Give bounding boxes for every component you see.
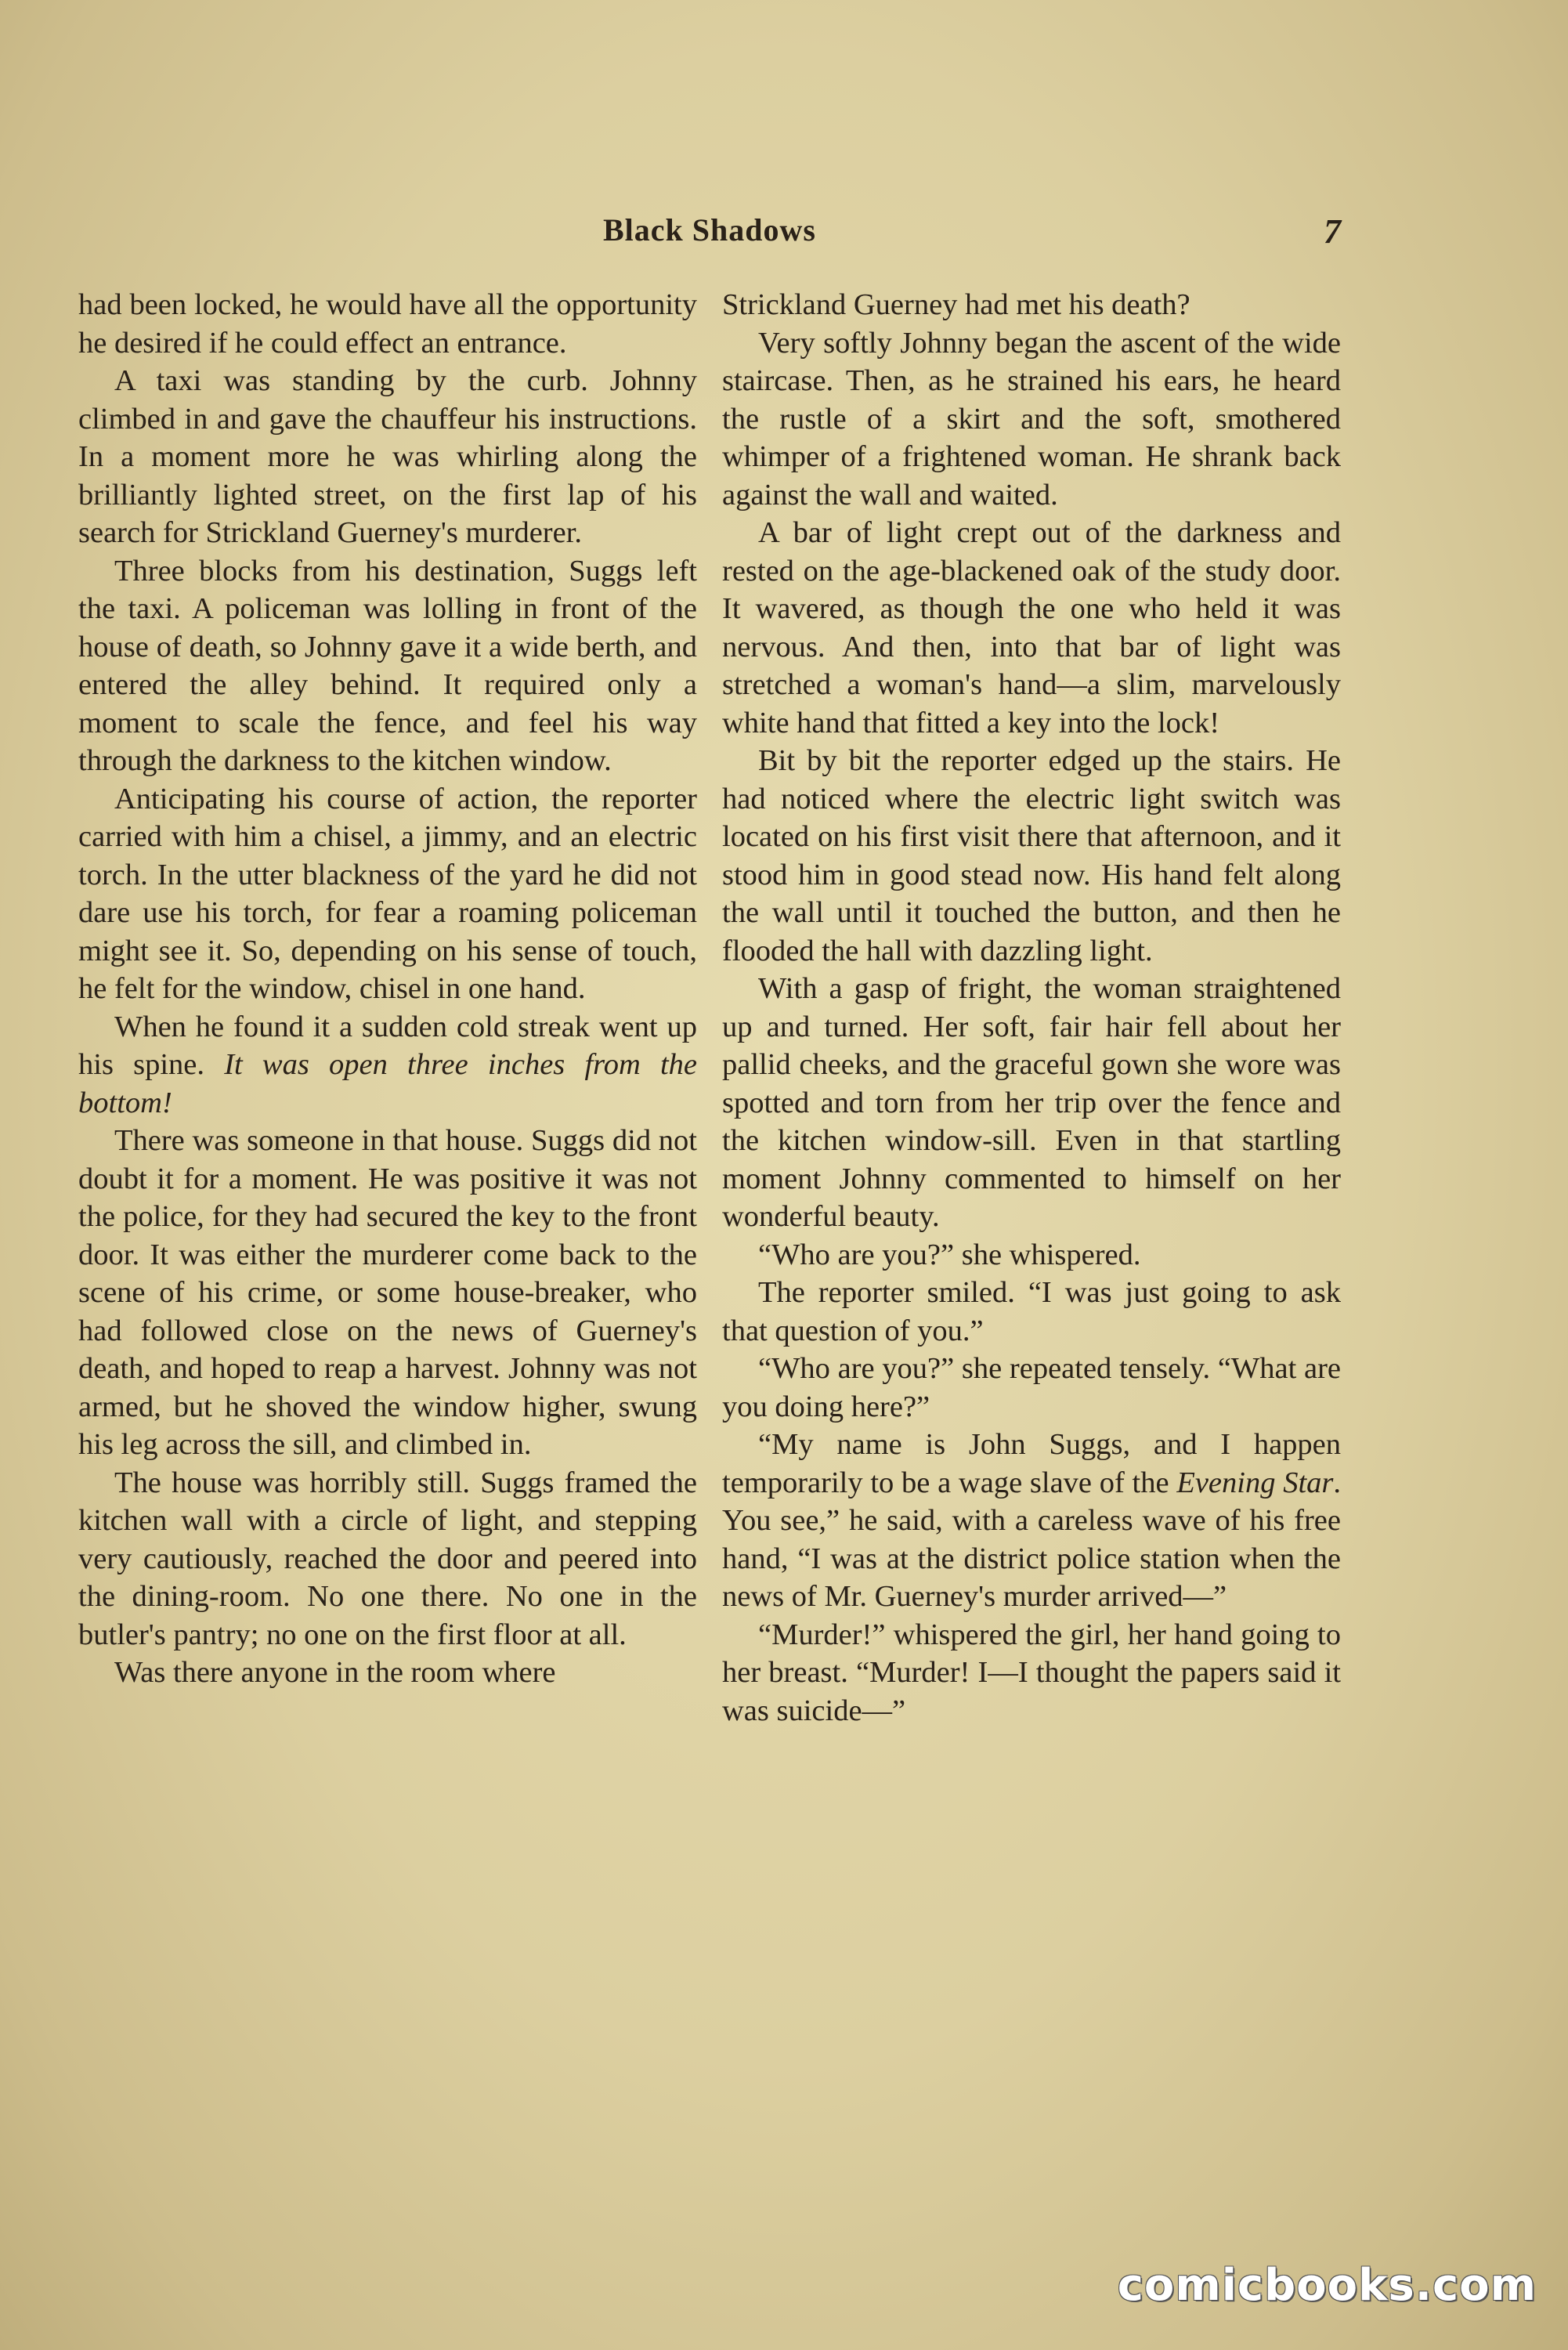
paragraph xyxy=(722,286,1341,324)
paragraph-text: “Murder!” whispered the girl, her hand going to her breast. “Murder! I—I thought the papers said it was suicide—” xyxy=(722,1618,1341,1727)
paragraph xyxy=(722,1616,1341,1730)
paragraph-text: Bit by bit the reporter edged up the stairs. He had noticed where the electric light switch was located on his first visit there that afternoon, and it stood him in good stead now. His hand felt along the wall until it touched the button, and then he flooded the hall with dazzling light. xyxy=(722,744,1341,967)
paragraph xyxy=(78,552,697,780)
paragraph-text: Was there anyone in the room where xyxy=(114,1656,556,1689)
running-title: Black Shadows xyxy=(603,212,816,248)
site-watermark: comicbooks.com xyxy=(1117,2260,1537,2311)
paragraph xyxy=(722,1236,1341,1274)
paragraph-text: “My name is John Suggs, and I happen temporarily to be a wage slave of the xyxy=(722,1428,1341,1499)
paragraph-text: With a gasp of fright, the woman straightened up and turned. Her soft, fair hair fell about her pallid cheeks, and the graceful gown she wore was spotted and torn from her trip over the fence and the kitchen window-sill. Even in that startling moment Johnny commented to himself on her wonderful beauty. xyxy=(722,972,1341,1233)
left-column xyxy=(78,286,697,2166)
running-header xyxy=(78,212,1341,258)
paragraph xyxy=(78,1122,697,1464)
paragraph-text: Three blocks from his destination, Suggs left the taxi. A policeman was lolling in front of the house of death, so Johnny gave it a wide berth, and entered the alley behind. It required only a moment to scale the fence, and feel his way through the darkness to the kitchen window. xyxy=(78,554,697,777)
paragraph xyxy=(78,1654,697,1692)
paragraph-text: When he found it a sudden cold streak went up his spine. xyxy=(78,1010,697,1081)
paragraph-text: The house was horribly still. Suggs framed the kitchen wall with a circle of light, and stepping very cautiously, reached the door and peered into the dining-room. No one there. No one in the butler's pantry; no one on the first floor at all. xyxy=(78,1466,697,1651)
paragraph xyxy=(78,362,697,552)
paragraph-text: “Who are you?” she whispered. xyxy=(758,1238,1141,1271)
paragraph-text: Anticipating his course of action, the reporter carried with him a chisel, a jimmy, and an electric torch. In the utter blackness of the yard he did not dare use his torch, for fear a roaming policeman might see it. So, depending on his sense of touch, he felt for the window, chisel in one hand. xyxy=(78,782,697,1005)
paragraph xyxy=(722,1426,1341,1616)
paragraph-text: “Who are you?” she repeated tensely. “What are you doing here?” xyxy=(722,1352,1341,1423)
newspaper-name: Evening Star xyxy=(1176,1466,1334,1499)
paragraph-text-tail: . You see,” he said, with a careless wave of his free hand, “I was at the district police station when the news of Mr. Guerney's murder arrived—” xyxy=(722,1466,1342,1613)
italic-text: It was open three inches from the bottom! xyxy=(78,1048,698,1119)
paragraph xyxy=(78,286,697,362)
right-column xyxy=(722,286,1341,2166)
paragraph-text: had been locked, he would have all the opportunity he desired if he could effect an entrance. xyxy=(78,288,697,360)
page-number: 7 xyxy=(1324,212,1341,251)
paragraph xyxy=(722,514,1341,742)
text-columns xyxy=(78,286,1341,2166)
paragraph-text: A bar of light crept out of the darkness and rested on the age-blackened oak of the study door. It wavered, as though the one who held it was nervous. And then, into that bar of light was stretched a woman's hand—a slim, marvelously white hand that fitted a key into the lock! xyxy=(722,516,1341,739)
paragraph xyxy=(722,324,1341,515)
paragraph-text: Strickland Guerney had met his death? xyxy=(722,288,1190,321)
paragraph xyxy=(78,1008,697,1123)
paragraph-text: A taxi was standing by the curb. Johnny climbed in and gave the chauffeur his instructions. In a moment more he was whirling along the brilliantly lighted street, on the first lap of his search for Strickland Guerney's murderer. xyxy=(78,364,697,549)
paragraph xyxy=(78,780,697,1008)
paragraph xyxy=(78,1464,697,1654)
paragraph xyxy=(722,970,1341,1236)
paragraph-text: Very softly Johnny began the ascent of the wide staircase. Then, as he strained his ears, he heard the rustle of a skirt and the soft, smothered whimper of a frightened woman. He shrank back against the wall and waited. xyxy=(722,326,1341,512)
paragraph-text: There was someone in that house. Suggs did not doubt it for a moment. He was positive it was not the police, for they had secured the key to the front door. It was either the murderer come back to the scene of his crime, or some house-breaker, who had followed close on the news of Guerney's death, and hoped to reap a harvest. Johnny was not armed, but he shoved the window higher, swung his leg across the sill, and climbed in. xyxy=(78,1124,697,1461)
paragraph xyxy=(722,1274,1341,1350)
paragraph xyxy=(722,742,1341,970)
paragraph-text: The reporter smiled. “I was just going to ask that question of you.” xyxy=(722,1276,1341,1347)
paragraph xyxy=(722,1350,1341,1426)
